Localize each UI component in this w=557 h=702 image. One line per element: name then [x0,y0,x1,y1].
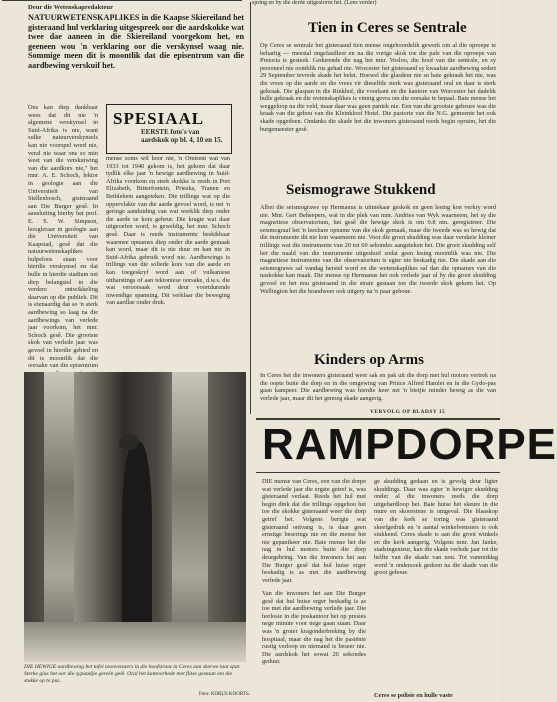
photo-broken-glass-pavement [24,622,246,662]
ceres-storefront-photo [24,372,246,662]
headline-tien-in-ceres: Tien in Ceres se Sentrale [308,20,467,36]
headline-rampdorpe: RAMPDORPE [262,420,557,469]
rampdorp-bottom-rule [256,472,500,473]
spesiaal-title: SPESIAAL [113,109,205,128]
photo-pillar-left [44,372,74,662]
rampdorp-column-2: ge skudding gedaan en is gevolg deur ligter skuddings. Daar was egter 'n hewiger skudding onder al die inwoners reeds die dorp uitgehardloop het. Baie huise het skeure in die mure en skoorstene is omgeval. Die blaaskop van die kerk se toring was gisteraand skeefgedruk en 'n aantal winkelvensters is ook stukkend. Ceres skade is aan die groot winkels en die kerk aangerig. Volgens mnr. Jan Janke, stadsingenieur, kan die skade verlede jaar tot die helfte van die skade van nou. Tot vanmiddag word 'n ondersoek gedoen na die skade van die groot geboue. [374,478,498,577]
rampdorp-column-1: DIE mense van Ceres, een van die dorpe wat verlede jaar die ergste getref is, was gisteraand verlaat. Reeds het hul met begin dink dat die trillings opgehou het toe die skokke gisteraand weer die dorp getref het. Volgens berigte wat gisteraand ontvang is, is daar geen ernstige beserings nie en die mense het nie gepanikeer nie. Baie mense het die nag in hul motors buite die dorp deurgebring. Van die inwoners het aan Die Burger gesê dat hul huise erger beskadig is as met die aardbewing verlede jaar. [262,478,366,584]
middle-column: mense soms wil hoor nie, 'n Omtrent wat van 1933 tot 1940 gekom is, het gekom dat daar tydlik elke jaar 'n hewige aardbewing in Suid-Afrika voorkom en sterk skokke is reeds in Port Elizabeth, Bitterfontein, Prieska, Tranen en Bethlehem aangeteken. Die trillings wat op die oppervlakte van die aarde gevoel word, is net 'n geringe aanduiding van wat werklik diep onder die aarde se kors gebeur. Die kragte wat daar uitgeoefen word, is geweldig, het mnr. Schoch gesê. Daar is reeds instrumente beskikbaar waarmee opnames diep onder die aarde gemaak kan word, maar dit is nie duur en kan nie in Suid-Afrika gebruik word nie. Aardbewings is trillings van die soliede kors van die aarde en kan toegeskryf word aan of vulkaniese uitbarstings of aan tektoniese oorsake, d.w.s. die wat veroorsaak word deur voortdurende inwendige spanning. Dit verklaar die beweging van aardlae onder druk. [106,155,230,307]
column-divider [250,2,251,414]
spesiaal-text: EERSTE foto's van aardskok op bl. 4, 10 en 15. [141,128,223,144]
left-column-1: Ons kan diep dankbaar wees dat dit nie 'n algemene verskynsel in Suid-Afrika is nie, want sulke natuurverskynsels kan nie voorspel word nie, veral nie waar ons so min weet van die verskuiwing van die aardkors nie," het mnr. A. E. Schoch, lektor in geologie aan die Universiteit van Stellenbosch, gisteraand aan Die Burger gesê. In aansluiting hierby het prof. E. S. W. Simpson, hoogleraar in geologie aan die Universiteit van Kaapstad, gesê dat die natuurwetenskaplikes hulpeloos staan voor hierdie verskynsel en dat hulle in hierdie stadium net diep belangstel in die verdere ontwikkeling daarvan op die publiek. Dit is eienaardig dat so 'n sterk aardbewing so laag na die aardbewings van verlede jaar voorkom, het mnr. Schoch gesê. Die grootste skok van verlede jaar was gevoel in hierdie gebied en dit is moontlik dat die oorsake van die episentrum [28,104,98,370]
byline: Deur die Wetenskapredakteur [28,4,113,11]
article-seismograwe-body: Albei die seismograwe op Hermanus is uitmekaar geskok en geen lesing kon verkry word nie. Mnr. Gert Beheepers, wat in die plek van mnr. Andries van Wyk waarneem, het sy die magnetiese observatorium, het gesê die hewige skok is om 9.8 nm. geregistreer. Die seismograaf het 'n leesbare opname van die skok gemaak, maar die tweede was so hewig dat die instrumente dit nie kon waarneem nie. Voor die groot skudding was daar verskeie kleiner trillings wat die instrumente van 20 tot 60 sekondes aangeteken het. Die groot skudding self het die naald van die instrumente uitgeskuif sodat geen lesing moontlik was nie. Die magnetiese instrumente van die observatorium is egter nie beskadig nie. Die skade aan die seismograwe sal vandag herstel word en die wetenskaplikes sal dan die opnames van die naskokke kan maak. Die mense op Hermanus het ook verlede jaar ul by die groot skudding gevoel en het nou gisteraand in die strate gestaan toe die tweede skok gekom het. Op Wellington het die brandweer ook uitgery na 'n paar geboue. [260,204,496,295]
photo-credit: Foto: KOBUS KOORTS. [199,692,250,697]
photo-man-head [119,434,139,450]
continued-notice: VERVOLG OP BLADSY 15 [370,409,446,415]
photo-pillar-right [172,372,208,662]
photo-standing-man [122,442,152,642]
intro-paragraph: NATUURWETENSKAPLIKES in die Kaapse Skiereiland het gisteraand hul verklaring uitgespreek oor die aardskokke wat twee dae aaneen in die Skiereiland voorgekom het, en geeneen wou 'n verklaring oor die verskynsel waag nie. Sommige meen dit is moontlik dat die episentrum van die aardbewing verskuif het. [28,13,244,70]
top-rule [2,0,242,1]
headline-kinders-op-arms: Kinders op Arms [314,352,425,368]
headline-seismograwe: Seismograwe Stukkend [286,182,436,198]
spesiaal-box [106,104,232,154]
rampdorp-column-3: Van die inwoners het aan Die Burger gesê dat hul huise erger beskadig is as toe met die aardbewing verlede jaar. Die horlosie in die poskantoor het op presies nege minute voor nege gaan staan. Daar was 'n groter kragonderbreking by die hospitaal, maar die nag het die pasiënte rustig verloop en niemand is beseer nie. Die aardskok het sowat 20 sekondes geduur. [262,590,366,666]
article-tien-body: Op Ceres se sentrale het gisteraand tien mense ongehoordelik gewerk om al die oproepe te behartig — meestal ongefasilleer en na die vorige skok toe die pale van die oproepe van Pretoria is gesteek. Gedurende die nag het mnr. Vosloo, die hoof van die sentrale, en sy personeel nie oomblik rus gehad nie. Worcester het gisteraand sy kwaalste aardbewing sedert 29 September tevrede skade het belet. Hoewel die glasdeur nie so baie gekraak het nie, was die vrees op die aarde en die vrees vir dieselfde sterk was gisteraand oral en daar is sterk gekraak. Die glaspan in die Rinkhof, die voorkant en die kantore van Worcester het dadelik hulle gekraak en die wetenskaplikes is vinnig gevra om die oorsake te bepaal. Baie mense het weggeloop na die veld, maar daar was geen paniek nie. Een van die grootste gebeure was die kraak van die gebou van die Kleinkloof Hotel. Die pastorie van die N.G. gemeente het ook skade opgedoen. Ondanks die skade het die inwoners gisteraand reeds begin opruim, het die burgemeester gesê. [260,42,496,133]
article-kinders-body: In Ceres het die inwoners gisteraand weer sak en pak uit die dorp met hul motors vertrek na die oopte buite die dorp en in die omgewing van Prince Alfred Hamlet en in die Gydo-pas gaan kampeer. Die aardbewing was hierdie keer net 'n bietjie minder hewig as die van verlede jaar, maar dit het genoeg skade aangerig. [260,372,496,402]
photo-caption: DIE HEWIGE aardbewing het tafel toonvensters in die hoofstraat in Ceres aan skerwe laat spat. Sterke glas het oor die sypaadjie gereën gelê. Oral het kantoorhede met flitse gestaan om die stukke op te pas. [24,664,241,684]
rampdorp-footer: Ceres se polisie en hulle vaste [374,692,453,699]
top-strip-text: spring en by die derde uitgestorm het. (Lees verder) [252,0,377,6]
